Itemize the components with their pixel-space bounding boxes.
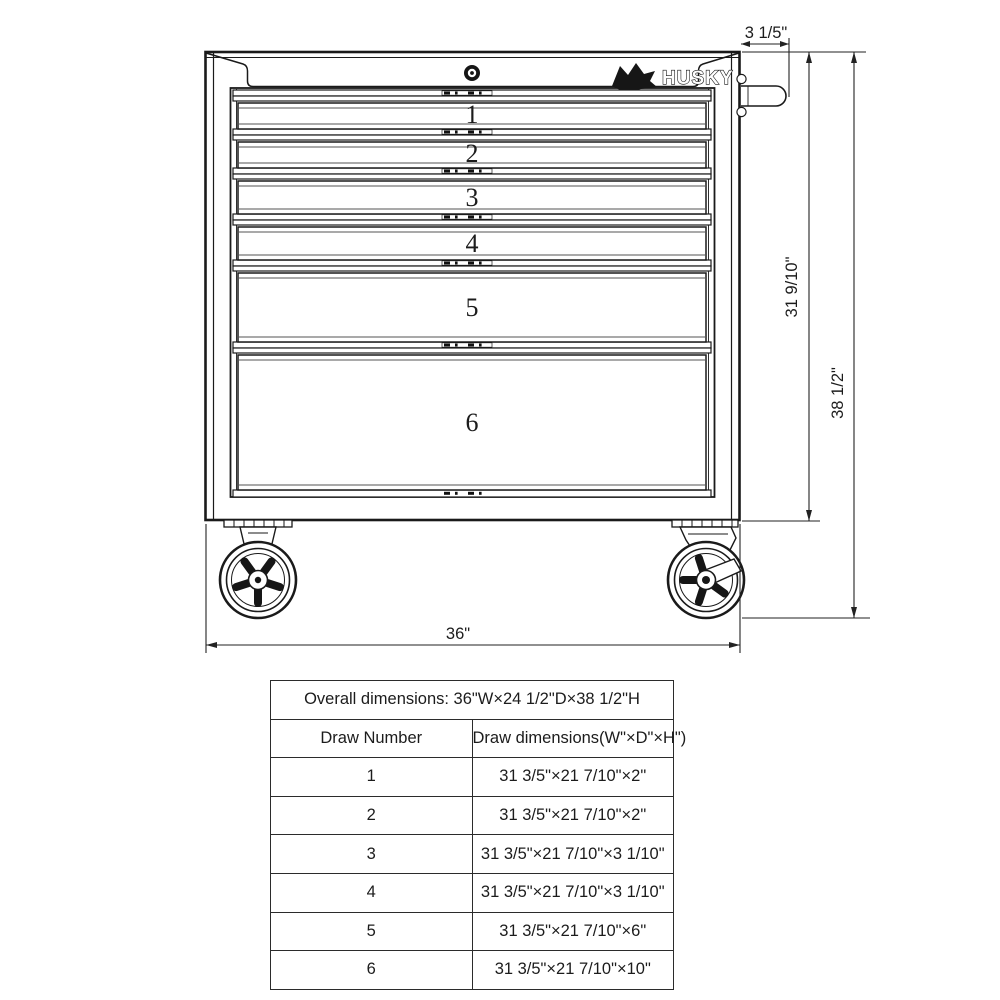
- draw-number-cell: 4: [271, 873, 473, 912]
- drawer-faces: [238, 100, 706, 490]
- drawer-rail: [233, 342, 711, 353]
- draw-number-cell: 3: [271, 835, 473, 874]
- keyhole-lock-icon: [464, 65, 480, 81]
- drawer-3-label: 3: [465, 183, 479, 212]
- drawer-rail: [233, 168, 711, 179]
- drawer-4: [238, 227, 706, 260]
- table-row: [271, 912, 674, 951]
- overall-dimensions-cell: Overall dimensions: 36"W×24 1/2"D×38 1/2"H: [271, 681, 674, 720]
- draw-dimensions-cell: 31 3/5"×21 7/10"×2": [472, 796, 674, 835]
- drawer-4-label: 4: [465, 229, 479, 258]
- drawer-5: [238, 273, 706, 342]
- draw-dimensions-cell: 31 3/5"×21 7/10"×2": [472, 758, 674, 797]
- brand-text: HUSKY: [662, 68, 734, 89]
- draw-dimensions-cell: 31 3/5"×21 7/10"×3 1/10": [472, 835, 674, 874]
- drawer-rail-bottom: [233, 490, 711, 497]
- table-row-overall: [271, 681, 674, 720]
- caster-right: [668, 520, 744, 618]
- draw-dimensions-cell: 31 3/5"×21 7/10"×6": [472, 912, 674, 951]
- draw-number-cell: 6: [271, 951, 473, 990]
- draw-number-cell: 1: [271, 758, 473, 797]
- dimension-total-height-label: 38 1/2": [829, 367, 847, 419]
- drawer-2-label: 2: [465, 139, 479, 168]
- table-row: [271, 835, 674, 874]
- drawer-6: [238, 355, 706, 490]
- table-row: [271, 796, 674, 835]
- draw-dimensions-cell: 31 3/5"×21 7/10"×10": [472, 951, 674, 990]
- drawer-5-label: 5: [465, 293, 479, 322]
- drawer-rail: [233, 260, 711, 271]
- drawer-rail: [233, 214, 711, 225]
- side-handle: [737, 74, 786, 116]
- drawer-1: [238, 100, 706, 129]
- dimension-handle-depth-label: 3 1/5": [744, 24, 788, 42]
- drawer-3: [238, 181, 706, 214]
- column-header-draw-dimensions: Draw dimensions(W"×D"×H"): [472, 719, 674, 758]
- column-header-draw-number: Draw Number: [271, 719, 473, 758]
- dimension-width-label: 36": [445, 625, 471, 643]
- drawer-2: [238, 139, 706, 168]
- draw-number-cell: 5: [271, 912, 473, 951]
- table-row: [271, 758, 674, 797]
- drawer-6-label: 6: [465, 408, 479, 437]
- dimension-body-height-label: 31 9/10": [783, 256, 801, 318]
- table-row: [271, 951, 674, 990]
- draw-number-cell: 2: [271, 796, 473, 835]
- table-header-row: [271, 719, 674, 758]
- spec-table: [270, 680, 687, 990]
- table-row: [271, 873, 674, 912]
- caster-left: [220, 520, 296, 618]
- draw-dimensions-cell: 31 3/5"×21 7/10"×3 1/10": [472, 873, 674, 912]
- drawer-1-label: 1: [465, 100, 479, 129]
